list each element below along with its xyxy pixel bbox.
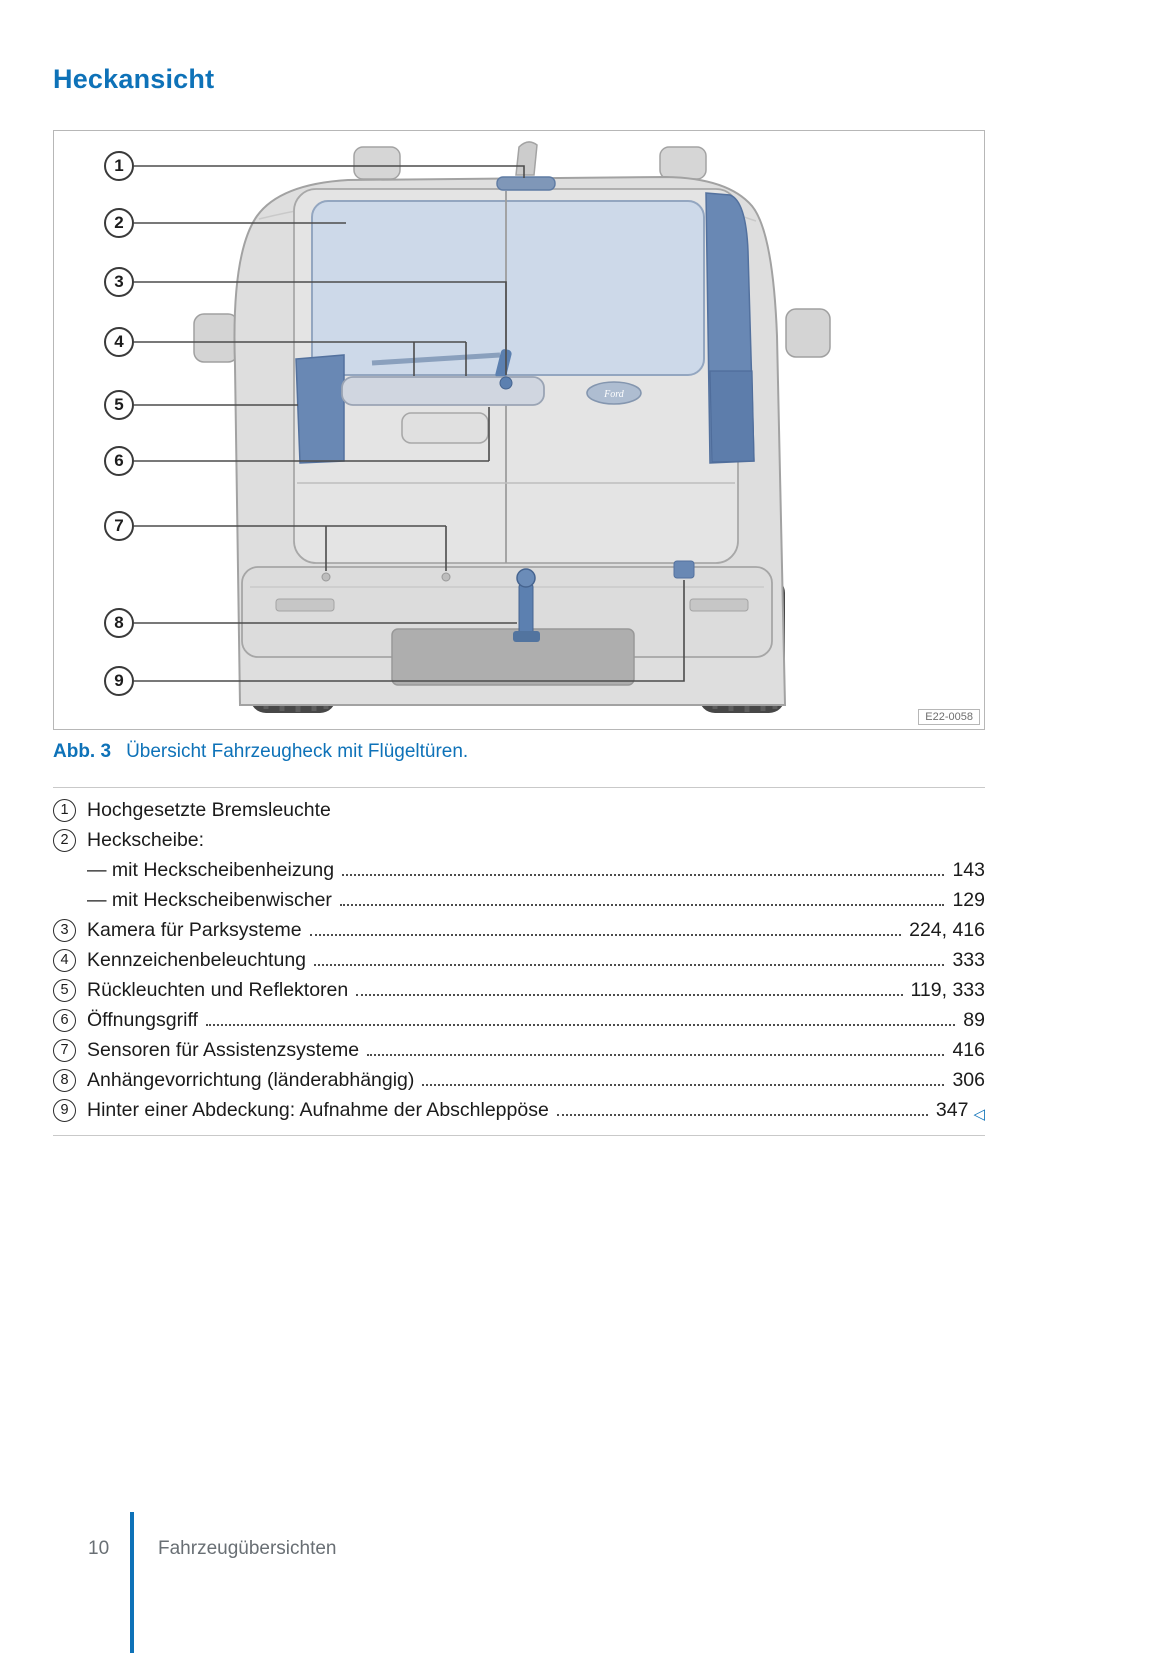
legend-item-number: 8	[53, 1069, 76, 1092]
callout-8: 8	[104, 608, 134, 638]
figure-caption-text: Übersicht Fahrzeugheck mit Flügeltüren.	[126, 741, 469, 762]
mirror-right	[786, 309, 830, 357]
legend-item-number: 5	[53, 979, 76, 1002]
parking-sensor	[322, 573, 330, 581]
towing-eye-cover	[674, 561, 694, 578]
dotted-leader	[557, 1114, 928, 1116]
rear-window	[312, 201, 704, 375]
callout-5: 5	[104, 390, 134, 420]
taillight-right	[710, 371, 754, 462]
legend-item-label: — mit Heckscheibenwischer	[87, 889, 332, 911]
legend-item-page: 224, 416	[909, 919, 985, 941]
callout-4: 4	[104, 327, 134, 357]
callout-3: 3	[104, 267, 134, 297]
dotted-leader	[356, 994, 902, 996]
legend-item-label: Anhängevorrichtung (länderabhängig)	[87, 1069, 415, 1091]
legend-item-number: 1	[53, 799, 76, 822]
legend-item-number: 9	[53, 1099, 76, 1122]
legend-item-label: — mit Heckscheibenheizung	[87, 859, 335, 881]
figure-box	[53, 130, 985, 730]
footer-page-number: 10	[88, 1538, 110, 1559]
callout-9: 9	[104, 666, 134, 696]
brand-badge	[587, 382, 641, 404]
legend-item-page: 143	[952, 859, 985, 881]
footer-divider-bar	[130, 1512, 134, 1653]
legend-item-label: Kamera für Parksysteme	[87, 919, 302, 941]
legend-item-label: Rückleuchten und Reflektoren	[87, 979, 349, 1001]
legend-item-page: 89	[963, 1009, 985, 1031]
roof-antenna	[516, 142, 537, 175]
license-recess	[402, 413, 488, 443]
legend-item-number: 4	[53, 949, 76, 972]
dotted-leader	[314, 964, 944, 966]
legend-item-page: 306	[952, 1069, 985, 1091]
legend-item-label: Kennzeichenbeleuchtung	[87, 949, 307, 971]
mirror-left	[194, 314, 238, 362]
legend-row	[53, 825, 985, 855]
dotted-leader	[310, 934, 902, 936]
legend-list	[53, 787, 985, 1136]
legend-item-number: 6	[53, 1009, 76, 1032]
dotted-leader	[342, 874, 944, 876]
legend-subrow	[53, 855, 985, 885]
callout-6: 6	[104, 446, 134, 476]
legend-subrow	[53, 885, 985, 915]
legend-item-number: 7	[53, 1039, 76, 1062]
figure-caption	[53, 741, 468, 763]
taillight-left	[296, 355, 344, 463]
roof-rail-right	[660, 147, 706, 179]
parking-sensor	[442, 573, 450, 581]
high-brake-light	[497, 177, 555, 190]
figure-code: E22-0058	[918, 709, 980, 725]
legend-item-page: 347	[935, 1099, 969, 1121]
continuation-marker-icon: ◁	[973, 1106, 985, 1123]
legend-row	[53, 1035, 985, 1065]
legend-item-page: 129	[952, 889, 985, 911]
dotted-leader	[206, 1024, 955, 1026]
legend-row	[53, 1065, 985, 1095]
vehicle-rear-illustration	[54, 131, 984, 729]
legend-row	[53, 1095, 985, 1125]
footer-section-title: Fahrzeugübersichten	[158, 1538, 337, 1559]
legend-item-label: Öffnungsgriff	[87, 1009, 198, 1031]
legend-item-label: Hinter einer Abdeckung: Aufnahme der Abschleppöse	[87, 1099, 549, 1121]
legend-item-label: Hochgesetzte Bremsleuchte	[87, 799, 331, 821]
legend-row	[53, 795, 985, 825]
parking-camera	[500, 377, 512, 389]
figure-caption-label: Abb. 3	[53, 741, 112, 762]
legend-item-page: 119, 333	[910, 979, 985, 1001]
legend-item-page: 333	[952, 949, 985, 971]
svg-text:Ford: Ford	[604, 389, 624, 400]
callout-2: 2	[104, 208, 134, 238]
legend-row	[53, 1005, 985, 1035]
reflector-left	[276, 599, 334, 611]
legend-row	[53, 945, 985, 975]
page-title: Heckansicht	[53, 64, 215, 94]
handle-bar	[342, 377, 544, 405]
legend-row	[53, 975, 985, 1005]
legend-item-label: Sensoren für Assistenzsysteme	[87, 1039, 360, 1061]
legend-item-label: Heckscheibe:	[87, 829, 205, 851]
dotted-leader	[340, 904, 945, 906]
dotted-leader	[367, 1054, 944, 1056]
dotted-leader	[422, 1084, 944, 1086]
callout-7: 7	[104, 511, 134, 541]
roof-rail-left	[354, 147, 400, 179]
reflector-right	[690, 599, 748, 611]
legend-item-page: 416	[952, 1039, 985, 1061]
legend-item-number: 3	[53, 919, 76, 942]
callout-1: 1	[104, 151, 134, 181]
legend-item-number: 2	[53, 829, 76, 852]
legend-row	[53, 915, 985, 945]
